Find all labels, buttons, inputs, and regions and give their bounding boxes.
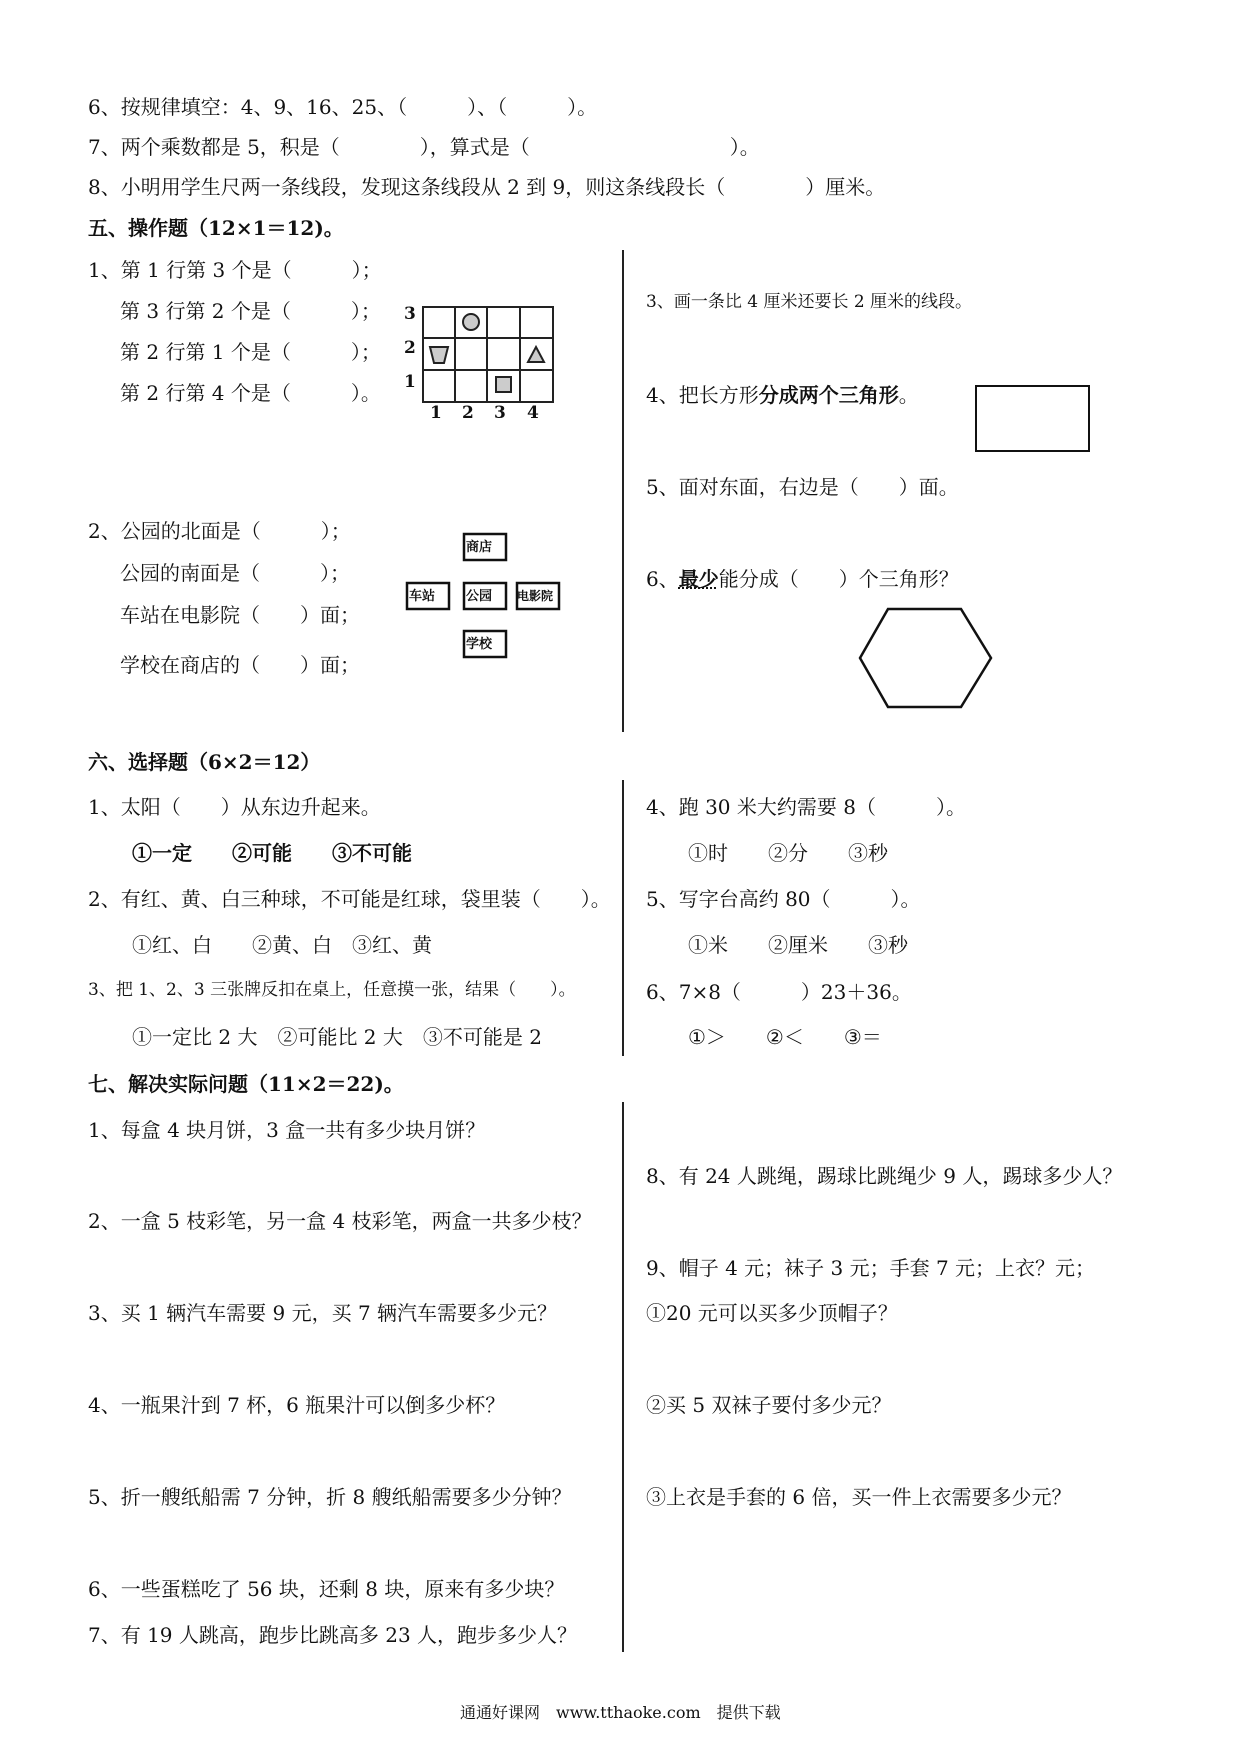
section7-title: 七、解决实际问题（11×2＝22)。 [88, 1072, 404, 1096]
grid-col-label-1: 1 [430, 403, 442, 423]
s5-q6-post: 能分成（ ）个三角形？ [718, 567, 959, 591]
map-south-label: 学校 [466, 637, 493, 652]
s6-q6-options: ①＞ ②＜ ③＝ [688, 1025, 882, 1049]
s6-q4: 4、跑 30 米大约需要 8（ ）。 [646, 795, 966, 819]
column-divider-s7 [622, 1102, 624, 1652]
s5-q6 [646, 569, 959, 589]
column-divider-s5 [622, 250, 624, 732]
section5-title: 五、操作题（12×1＝12)。 [88, 216, 344, 240]
map-north-label: 商店 [466, 540, 493, 555]
s6-q5-options: ①米 ②厘米 ③秒 [688, 933, 908, 957]
s6-q3-options: ①一定比 2 大 ②可能比 2 大 ③不可能是 2 [132, 1025, 542, 1049]
s7-q2: 2、一盒 5 枝彩笔，另一盒 4 枝彩笔，两盒一共多少枝？ [88, 1209, 592, 1233]
fill-q7: 7、两个乘数都是 5，积是（ ），算式是（ ）。 [88, 135, 760, 159]
column-divider-s6 [622, 780, 624, 1056]
footer-text: 通通好课网 www.tthaoke.com 提供下载 [460, 1703, 781, 1722]
s7-q9-sub1: ①20 元可以买多少顶帽子？ [646, 1301, 898, 1325]
s7-q9-sub2: ②买 5 双袜子要付多少元？ [646, 1393, 892, 1417]
s6-q1: 1、太阳（ ）从东边升起来。 [88, 795, 381, 819]
hexagon-figure [858, 606, 994, 710]
s7-q1: 1、每盒 4 块月饼，3 盒一共有多少块月饼？ [88, 1118, 486, 1142]
s6-q1-options: ①一定 ②可能 ③不可能 [132, 841, 412, 865]
s5-q4-pre: 4、把长方形 [646, 383, 759, 407]
s5-q1-line2: 第 3 行第 2 个是（ ）； [120, 299, 381, 323]
s7-q9-sub3: ③上衣是手套的 6 倍，买一件上衣需要多少元？ [646, 1485, 1072, 1509]
trapezoid-shape [430, 347, 448, 363]
s5-q1-line1: 1、第 1 行第 3 个是（ ）； [88, 258, 382, 282]
s6-q2: 2、有红、黄、白三种球，不可能是红球，袋里装（ ）。 [88, 887, 611, 911]
map-center-label: 公园 [466, 589, 493, 604]
grid-row-label-3: 3 [404, 304, 416, 324]
s6-q5: 5、写字台高约 80（ ）。 [646, 887, 921, 911]
triangle-shape [528, 347, 544, 362]
grid-row-label-2: 2 [404, 338, 416, 358]
s6-q2-options: ①红、白 ②黄、白 ③红、黄 [132, 933, 432, 957]
rectangle-figure [975, 385, 1091, 453]
s5-q1-line3: 第 2 行第 1 个是（ ）； [120, 340, 381, 364]
section6-title: 六、选择题（6×2＝12） [88, 750, 321, 774]
s7-q8: 8、有 24 人跳绳，踢球比跳绳少 9 人，踢球多少人？ [646, 1164, 1123, 1188]
s5-q1-line4: 第 2 行第 4 个是（ ）。 [120, 381, 381, 405]
s6-q4-options: ①时 ②分 ③秒 [688, 841, 888, 865]
grid-col-label-2: 2 [462, 403, 474, 423]
s6-q6: 6、7×8（ ）23＋36。 [646, 980, 912, 1004]
s5-q6-bold: 最少 [678, 567, 719, 591]
s6-q3: 3、把 1、2、3 三张牌反扣在桌上，任意摸一张，结果（ ）。 [88, 980, 576, 1000]
s7-q3: 3、买 1 辆汽车需要 9 元，买 7 辆汽车需要多少元？ [88, 1301, 558, 1325]
s5-q4-bold: 分成两个三角形 [758, 383, 899, 407]
s5-q2-line1: 2、公园的北面是（ ）； [88, 519, 351, 543]
s7-q6: 6、一些蛋糕吃了 56 块，还剩 8 块，原来有多少块？ [88, 1577, 565, 1601]
map-west-label: 车站 [409, 589, 436, 604]
s5-q2-line2: 公园的南面是（ ）； [120, 561, 350, 585]
fill-q6: 6、按规律填空：4、9、16、25、（ ）、（ ）。 [88, 95, 598, 119]
s5-q4 [646, 385, 919, 405]
grid-svg [422, 306, 554, 403]
square-shape [496, 377, 511, 392]
s5-q3: 3、画一条比 4 厘米还要长 2 厘米的线段。 [646, 292, 973, 312]
grid-col-label-4: 4 [527, 403, 539, 423]
map-east-label: 电影院 [517, 589, 554, 603]
s7-q4: 4、一瓶果汁到 7 杯，6 瓶果汁可以倒多少杯？ [88, 1393, 506, 1417]
circle-shape [463, 314, 479, 330]
grid-col-label-3: 3 [494, 403, 506, 423]
s5-q4-post: 。 [898, 383, 919, 407]
s5-q2-line4: 学校在商店的（ ）面； [120, 653, 360, 677]
grid-row-label-1: 1 [404, 372, 416, 392]
fill-q8: 8、小明用学生尺两一条线段，发现这条线段从 2 到 9，则这条线段长（ ）厘米。 [88, 175, 886, 199]
s5-q6-pre: 6、 [646, 567, 679, 591]
s7-q9: 9、帽子 4 元；袜子 3 元；手套 7 元；上衣？元； [646, 1256, 1096, 1280]
s5-q5: 5、面对东面，右边是（ ）面。 [646, 475, 959, 499]
s7-q5: 5、折一艘纸船需 7 分钟，折 8 艘纸船需要多少分钟？ [88, 1485, 572, 1509]
s5-q2-line3: 车站在电影院（ ）面； [120, 603, 360, 627]
s7-q7: 7、有 19 人跳高，跑步比跳高多 23 人，跑步多少人？ [88, 1623, 578, 1647]
